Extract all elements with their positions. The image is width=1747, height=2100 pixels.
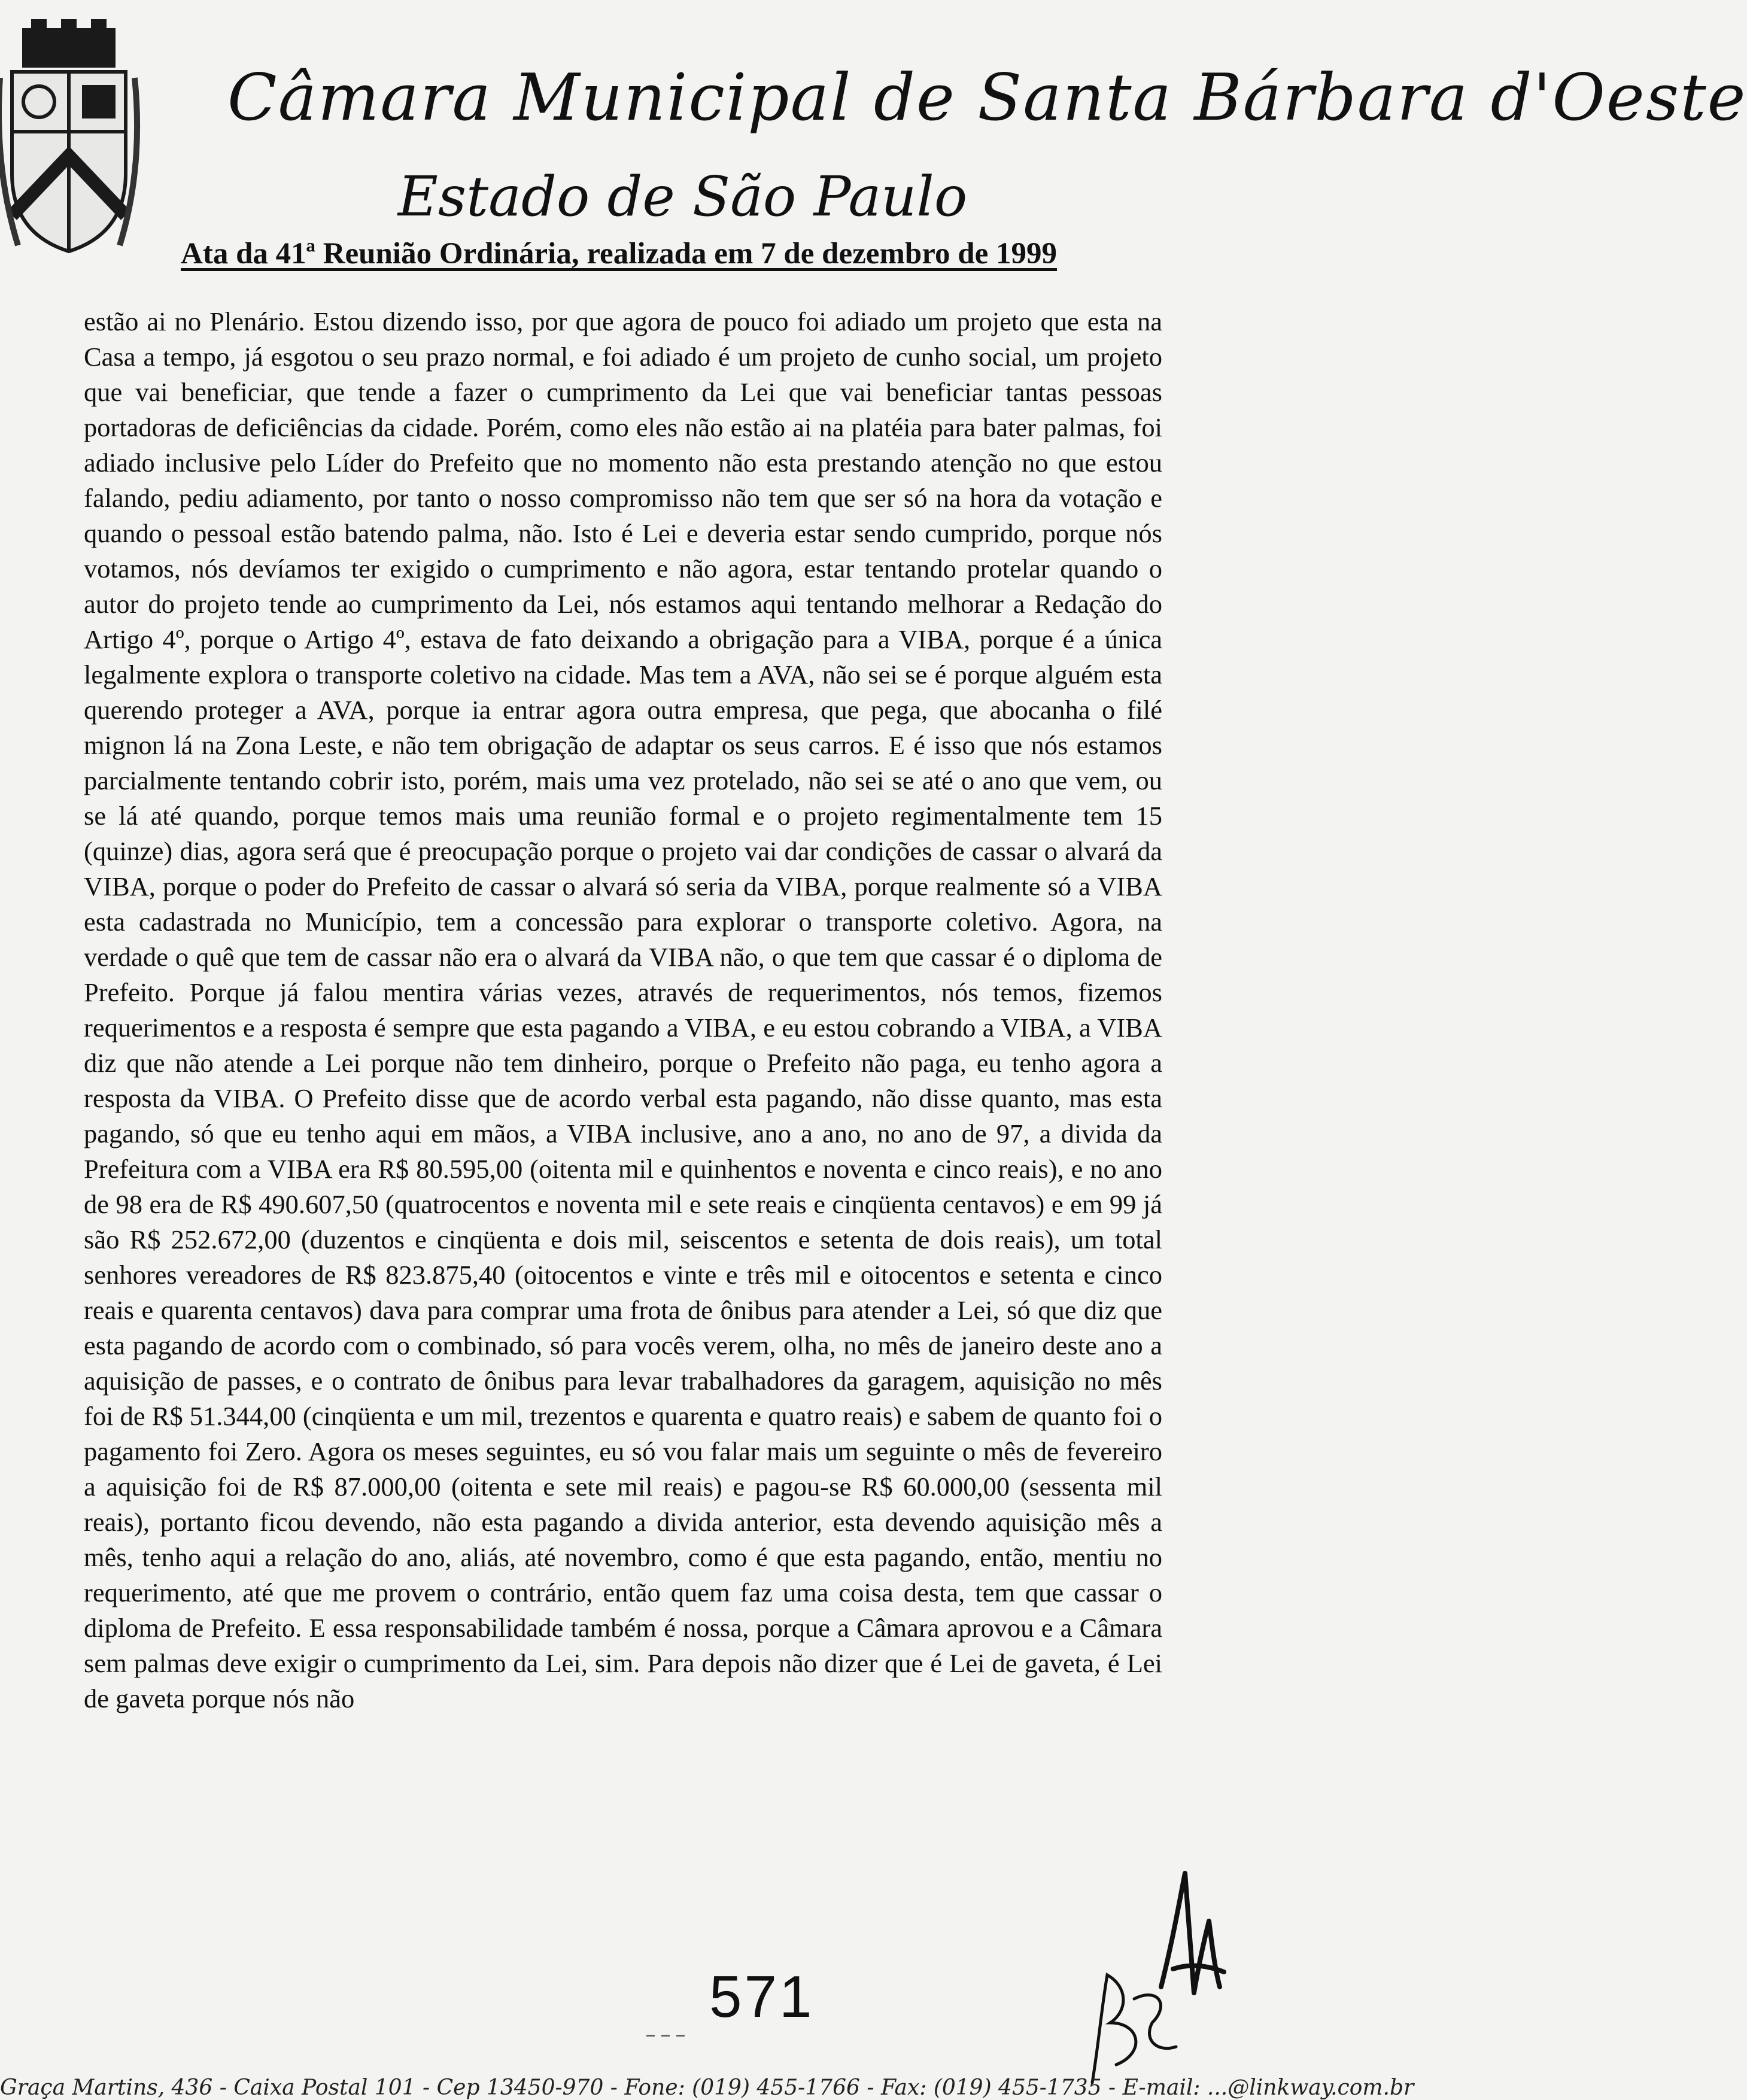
- address-footer: Graça Martins, 436 - Caixa Postal 101 - Cep 13450-970 - Fone: (019) 455-1766 - Fax: (019) 455-1735 - E-mail: ...@linkway.com.br: [0, 2075, 1414, 2100]
- page-number: 571: [709, 1964, 815, 2029]
- state-name: Estado de São Paulo: [397, 165, 968, 229]
- mark-dash: [646, 2035, 655, 2037]
- mark-dash: [676, 2035, 685, 2037]
- session-title: Ata da 41ª Reunião Ordinária, realizada em 7 de dezembro de 1999: [181, 237, 1057, 271]
- institution-name: Câmara Municipal de Santa Bárbara d'Oeste: [227, 60, 1747, 135]
- mark-dash: [661, 2035, 670, 2037]
- minutes-body-text: estão ai no Plenário. Estou dizendo isso, por que agora de pouco foi adiado um projeto que esta na Casa a tempo, já esgotou o seu prazo normal, e foi adiado é um projeto de cunho social, um projeto que vai beneficiar, que tende a fazer o cumprimento da Lei que vai beneficiar tantas pessoas portadoras de deficiências da cidade. Porém, como eles não estão ai na platéia para bater palmas, foi adiado inclusive pelo Líder do Prefeito que no momento não esta prestando atenção no que estou falando, pediu adiamento, por tanto o nosso compromisso não tem que ser só na hora da votação e quando o pessoal estão batendo palma, não. Isto é Lei e deveria estar sendo cumprido, porque nós votamos, nós devíamos ter exigido o cumprimento e não agora, estar tentando protelar quando o autor do projeto tende ao cumprimento da Lei, nós estamos aqui tentando melhorar a Redação do Artigo 4º, porque o Artigo 4º, estava de fato deixando a obrigação para a VIBA, porque é a única legalmente explora o transporte coletivo na cidade. Mas tem a AVA, não sei se é porque alguém esta querendo proteger a AVA, porque ia entrar agora outra empresa, que pega, que abocanha o filé mignon lá na Zona Leste, e não tem obrigação de adaptar os seus carros. E é isso que nós estamos parcialmente tentando cobrir isto, porém, mais uma vez protelado, não sei se até o ano que vem, ou se lá até quando, porque temos mais uma reunião formal e o projeto regimentalmente tem 15 (quinze) dias, agora será que é preocupação porque o projeto vai dar condições de cassar o alvará da VIBA, porque o poder do Prefeito de cassar o alvará só seria da VIBA, porque realmente só a VIBA esta cadastrada no Município, tem a concessão para explorar o transporte coletivo. Agora, na verdade o quê que tem de cassar não era o alvará da VIBA não, o que tem que cassar é o diploma de Prefeito. Porque já falou mentira várias vezes, através de requerimentos, nós temos, fizemos requerimentos e a resposta é sempre que esta pagando a VIBA, e eu estou cobrando a VIBA, a VIBA diz que não atende a Lei porque não tem dinheiro, porque o Prefeito não paga, eu tenho agora a resposta da VIBA. O Prefeito disse que de acordo verbal esta pagando, não disse quanto, mas esta pagando, só que eu tenho aqui em mãos, a VIBA inclusive, ano a ano, no ano de 97, a divida da Prefeitura com a VIBA era R$ 80.595,00 (oitenta mil e quinhentos e noventa e cinco reais), e no ano de 98 era de R$ 490.607,50 (quatrocentos e noventa mil e sete reais e cinqüenta centavos) e em 99 já são R$ 252.672,00 (duzentos e cinqüenta e dois mil, seiscentos e setenta de dois reais), um total senhores vereadores de R$ 823.875,40 (oitocentos e vinte e três mil e oitocentos e setenta e cinco reais e quarenta centavos) dava para comprar uma frota de ônibus para atender a Lei, só que diz que esta pagando de acordo com o combinado, só para vocês verem, olha, no mês de janeiro deste ano a aquisição de passes, e o contrato de ônibus para levar trabalhadores da garagem, aquisição no mês foi de R$ 51.344,00 (cinqüenta e um mil, trezentos e quarenta e quatro reais) e sabem de quanto foi o pagamento foi Zero. Agora os meses seguintes, eu só vou falar mais um seguinte o mês de fevereiro a aquisição foi de R$ 87.000,00 (oitenta e sete mil reais) e pagou-se R$ 60.000,00 (sessenta mil reais), portanto ficou devendo, não esta pagando a divida anterior, esta devendo aquisição mês a mês, tenho aqui a relação do ano, aliás, até novembro, como é que esta pagando, então, mentiu no requerimento, até que me provem o contrário, então quem faz uma coisa desta, tem que cassar o diploma de Prefeito. E essa responsabilidade também é nossa, porque a Câmara aprovou e a Câmara sem palmas deve exigir o cumprimento da Lei, sim. Para depois não dizer que é Lei de gaveta, é Lei de gaveta porque nós não: [84, 306, 1162, 1713]
- initials-signature-mark: [1074, 1963, 1182, 2095]
